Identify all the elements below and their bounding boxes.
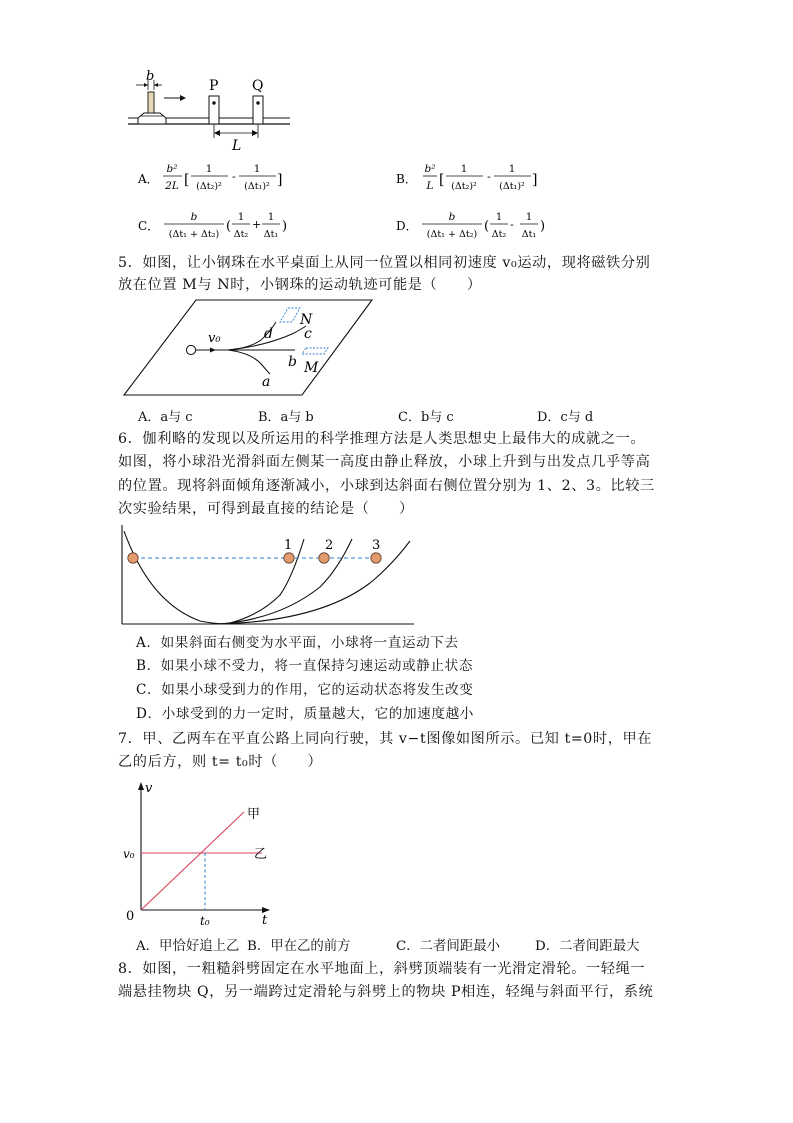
label-position-1: 1 — [284, 538, 293, 553]
label-t0: t₀ — [200, 914, 210, 928]
q5-stem-line1: 5．如图，让小钢珠在水平桌面上从同一位置以相同初速度 v₀运动，现将磁铁分别 — [118, 255, 651, 271]
label-v0: v₀ — [208, 331, 221, 346]
svg-text:1: 1 — [253, 164, 261, 175]
svg-text:[: [ — [439, 172, 445, 188]
svg-text:(Δt₂)²: (Δt₂)² — [196, 181, 222, 192]
opt-letter: D． — [396, 219, 418, 233]
label-yi: 乙 — [254, 847, 268, 862]
q8-stem-line2: 端悬挂物块 Q，另一端跨过定滑轮与斜劈上的物块 P相连，轻绳与斜面平行，系统 — [118, 984, 654, 1000]
label-M: M — [304, 360, 319, 376]
q7-option-d: D．二者间距最大 — [535, 939, 640, 954]
svg-text:(Δt₁)²: (Δt₁)² — [244, 181, 270, 192]
svg-text:1: 1 — [460, 164, 468, 175]
svg-text:1: 1 — [508, 164, 516, 175]
q5-option-a: A．a与 c — [138, 410, 193, 425]
q6-stem-line2: 如图，将小球沿光滑斜面左侧某一高度由静止释放，小球上升到与出发点几乎等高 — [118, 454, 651, 470]
svg-text:(: ( — [484, 219, 490, 234]
label-a: a — [262, 374, 271, 390]
svg-text:]: ] — [277, 172, 283, 188]
q5-stem-line2: 放在位置 M与 N时，小钢珠的运动轨迹可能是（ ） — [118, 277, 482, 293]
label-d: d — [264, 326, 273, 342]
svg-text:-: - — [232, 170, 236, 183]
svg-text:-: - — [510, 218, 514, 231]
q5-option-b: B．a与 b — [258, 410, 314, 425]
q4-option-a — [137, 163, 282, 192]
svg-text:L: L — [426, 180, 434, 192]
svg-text:Δt₁: Δt₁ — [263, 229, 279, 240]
svg-text:b: b — [448, 211, 456, 223]
q4-option-c — [138, 211, 287, 240]
label-c: c — [304, 326, 312, 342]
svg-text:b²: b² — [424, 163, 436, 175]
opt-letter: A． — [138, 172, 159, 186]
svg-text:(: ( — [226, 219, 232, 234]
svg-text:1: 1 — [267, 212, 275, 223]
photogate-diagram — [124, 66, 294, 156]
q7-option-b: B．甲在乙的前方 — [247, 939, 351, 954]
q4-option-b — [396, 163, 537, 192]
label-v-axis: v — [145, 781, 153, 796]
svg-text:-: - — [487, 170, 491, 183]
q6-option-b: B．如果小球不受力，将一直保持匀速运动或静止状态 — [136, 658, 474, 674]
svg-text:(Δt₁ + Δt₂): (Δt₁ + Δt₂) — [168, 229, 220, 240]
q7-option-c: C．二者间距最小 — [396, 939, 500, 954]
v-t-graph — [118, 778, 278, 928]
opt-letter: C． — [138, 219, 160, 233]
svg-text:1: 1 — [525, 212, 533, 223]
svg-text:): ) — [282, 219, 288, 234]
svg-text:Δt₂: Δt₂ — [491, 229, 507, 240]
label-origin: 0 — [126, 909, 135, 924]
label-position-3: 3 — [372, 538, 381, 553]
svg-text:1: 1 — [237, 212, 245, 223]
q4-option-d — [396, 211, 545, 240]
label-L: L — [232, 138, 242, 154]
label-P: P — [209, 78, 219, 94]
svg-text:[: [ — [184, 172, 190, 188]
svg-text:(Δt₁ + Δt₂): (Δt₁ + Δt₂) — [426, 229, 478, 240]
q6-stem-line1: 6．伽利略的发现以及所运用的科学推理方法是人类思想史上最伟大的成就之一。 — [118, 431, 646, 447]
q6-option-c: C．如果小球受到力的作用，它的运动状态将发生改变 — [136, 682, 474, 698]
q6-option-a: A．如果斜面右侧变为水平面，小球将一直运动下去 — [136, 635, 459, 651]
label-N: N — [300, 312, 313, 328]
galileo-incline-diagram — [120, 523, 416, 627]
svg-text:): ) — [540, 219, 546, 234]
q5-option-d: D．c与 d — [537, 410, 594, 425]
q6-stem-line3: 的位置。现将斜面倾角逐渐减小，小球到达斜面右侧位置分别为 1、2、3。比较三 — [118, 478, 655, 494]
svg-text:Δt₁: Δt₁ — [521, 229, 537, 240]
svg-text:]: ] — [532, 172, 538, 188]
label-t-axis: t — [262, 913, 268, 928]
svg-text:Δt₂: Δt₂ — [233, 229, 249, 240]
svg-text:(Δt₁)²: (Δt₁)² — [499, 181, 525, 192]
q7-stem-line2: 乙的后方，则 t= t₀时（ ） — [118, 754, 323, 770]
svg-text:1: 1 — [205, 164, 213, 175]
q4-options — [130, 158, 560, 248]
q7-option-a: A．甲恰好追上乙 — [136, 939, 240, 954]
magnet-trajectory-diagram — [120, 298, 375, 398]
q6-option-d: D．小球受到的力一定时，质量越大，它的加速度越小 — [136, 706, 474, 722]
label-Q: Q — [252, 78, 264, 94]
label-jia: 甲 — [247, 807, 261, 822]
svg-text:2L: 2L — [165, 180, 179, 192]
label-b: b — [288, 354, 297, 370]
opt-letter: B． — [396, 172, 417, 186]
label-position-2: 2 — [325, 538, 334, 553]
q5-option-c: C．b与 c — [398, 410, 454, 425]
svg-text:b²: b² — [166, 163, 178, 175]
svg-text:1: 1 — [495, 212, 503, 223]
label-b: b — [146, 69, 155, 84]
q8-stem-line1: 8．如图，一粗糙斜劈固定在水平地面上，斜劈顶端装有一光滑定滑轮。一轻绳一 — [118, 961, 646, 977]
q6-stem-line4: 次实验结果，可得到最直接的结论是（ ） — [118, 501, 414, 517]
svg-text:(Δt₂)²: (Δt₂)² — [451, 181, 477, 192]
svg-text:b: b — [190, 211, 198, 223]
q7-stem-line1: 7．甲、乙两车在平直公路上同向行驶，其 v−t图像如图所示。已知 t=0时，甲在 — [118, 731, 653, 747]
svg-text:+: + — [252, 218, 262, 231]
label-v0: v₀ — [123, 847, 135, 861]
